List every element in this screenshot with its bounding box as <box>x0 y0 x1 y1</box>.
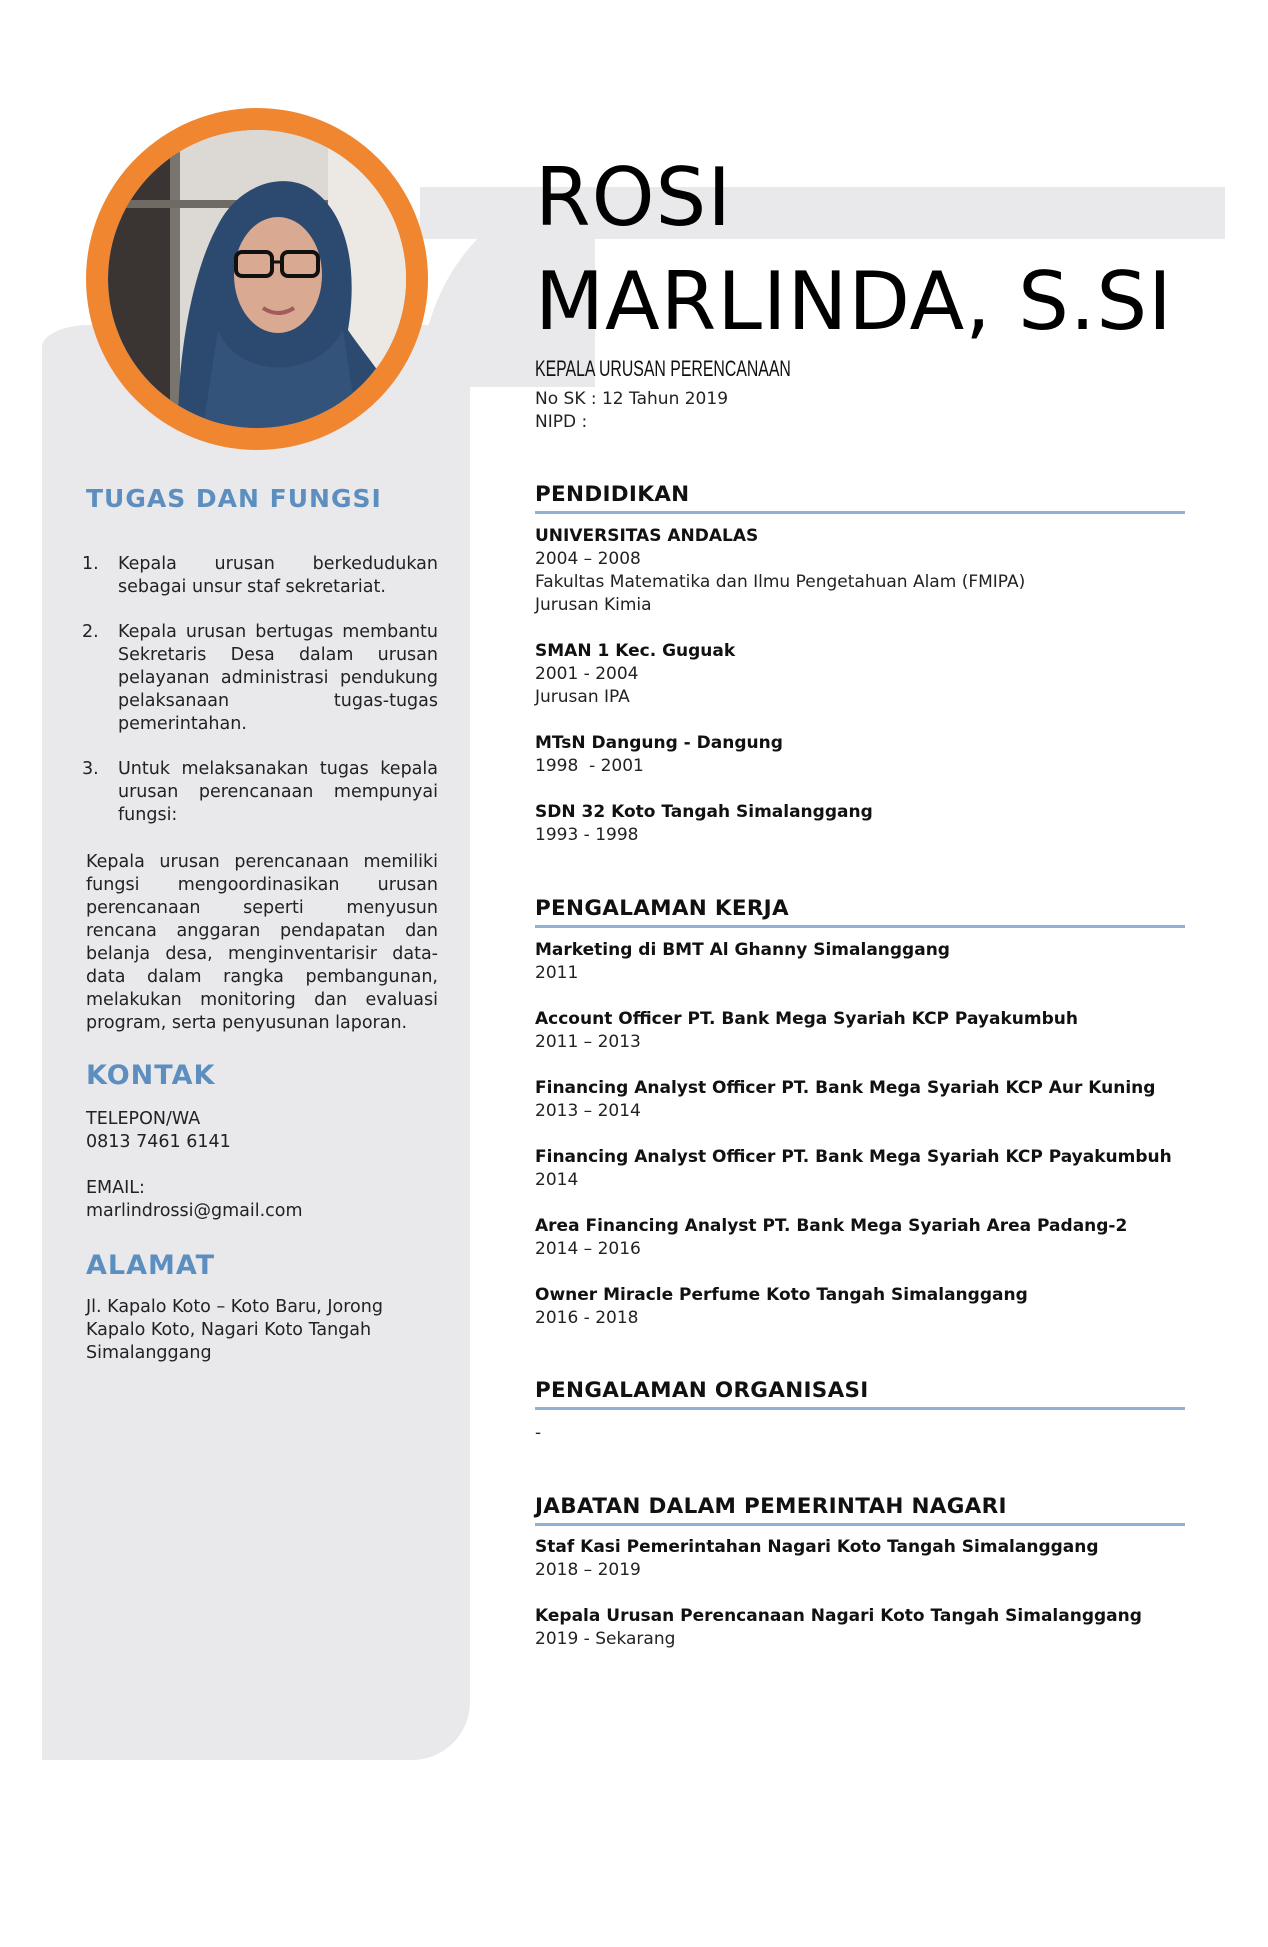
tugas-item-number: 2. <box>82 622 99 642</box>
sidebar-panel <box>42 325 470 1760</box>
email-value: marlindrossi@gmail.com <box>86 1201 303 1221</box>
entry-item <box>535 1605 1185 1651</box>
profile-photo <box>108 130 406 428</box>
entry-title: Staf Kasi Pemerintahan Nagari Koto Tangah Simalanggang <box>535 1537 1099 1557</box>
entry-title: SMAN 1 Kec. Guguak <box>535 641 736 661</box>
entry-title: Marketing di BMT Al Ghanny Simalanggang <box>535 940 950 960</box>
tugas-item <box>80 553 438 599</box>
pengalaman-kerja-heading: PENGALAMAN KERJA <box>535 896 1185 928</box>
entry-detail: 2019 - Sekarang <box>535 1629 676 1649</box>
telepon-label: TELEPON/WA <box>86 1109 201 1129</box>
jabatan-heading: JABATAN DALAM PEMERINTAH NAGARI <box>535 1494 1185 1526</box>
tugas-item <box>80 621 438 736</box>
tugas-list <box>80 553 438 849</box>
tugas-item-number: 1. <box>82 554 99 574</box>
entry-detail: Jurusan Kimia <box>535 595 652 615</box>
entry-detail: 2014 – 2016 <box>535 1239 641 1259</box>
entry-title: Owner Miracle Perfume Koto Tangah Simalanggang <box>535 1285 1028 1305</box>
entry-title: MTsN Dangung - Dangung <box>535 733 783 753</box>
entry-detail: 2011 <box>535 963 579 983</box>
entry-item <box>535 1077 1185 1123</box>
alamat-text: Jl. Kapalo Koto – Koto Baru, Jorong Kapalo Koto, Nagari Koto Tangah Simalanggang <box>86 1297 383 1363</box>
pengalaman-kerja-list <box>535 939 1185 1353</box>
entry-detail: 1993 - 1998 <box>535 825 639 845</box>
tugas-item-number: 3. <box>82 759 99 779</box>
entry-title: Kepala Urusan Perencanaan Nagari Koto Tangah Simalanggang <box>535 1606 1142 1626</box>
entry-detail: 2018 – 2019 <box>535 1560 641 1580</box>
entry-title: Financing Analyst Officer PT. Bank Mega Syariah KCP Payakumbuh <box>535 1147 1172 1167</box>
entry-title: Financing Analyst Officer PT. Bank Mega Syariah KCP Aur Kuning <box>535 1078 1156 1098</box>
entry-item <box>535 525 1185 617</box>
entry-title: UNIVERSITAS ANDALAS <box>535 526 759 546</box>
tugas-item-text: Untuk melaksanakan tugas kepala urusan perencanaan mempunyai fungsi: <box>118 759 438 825</box>
entry-detail: 2001 - 2004 <box>535 664 639 684</box>
jabatan-list <box>535 1536 1185 1674</box>
tugas-item-text: Kepala urusan berkedudukan sebagai unsur staf sekretariat. <box>118 554 438 597</box>
entry-detail: Fakultas Matematika dan Ilmu Pengetahuan Alam (FMIPA) <box>535 572 1026 592</box>
entry-item <box>535 1284 1185 1330</box>
pendidikan-list <box>535 525 1185 870</box>
entry-item <box>535 801 1185 847</box>
pengalaman-organisasi-text: - <box>535 1423 542 1443</box>
entry-item <box>535 939 1185 985</box>
entry-detail: 2016 - 2018 <box>535 1308 639 1328</box>
sk-number: No SK : 12 Tahun 2019 <box>535 389 729 409</box>
pendidikan-heading: PENDIDIKAN <box>535 482 1185 514</box>
entry-item <box>535 732 1185 778</box>
tugas-item <box>80 758 438 827</box>
entry-detail: 2014 <box>535 1170 579 1190</box>
pengalaman-organisasi-heading: PENGALAMAN ORGANISASI <box>535 1378 1185 1410</box>
telepon-value: 0813 7461 6141 <box>86 1132 231 1152</box>
entry-item <box>535 640 1185 709</box>
profile-photo-ring <box>86 108 428 450</box>
entry-title: SDN 32 Koto Tangah Simalanggang <box>535 802 873 822</box>
tugas-item-text: Kepala urusan bertugas membantu Sekretaris Desa dalam urusan pelayanan administrasi pendukung pelaksanaan tugas-tugas pemerintahan. <box>118 622 438 734</box>
entry-item <box>535 1536 1185 1582</box>
entry-detail: 2011 – 2013 <box>535 1032 641 1052</box>
entry-item <box>535 1008 1185 1054</box>
tugas-heading: TUGAS DAN FUNGSI <box>86 484 382 513</box>
tugas-paragraph: Kepala urusan perencanaan memiliki fungsi mengoordinasikan urusan perencanaan seperti menyusun rencana anggaran pendapatan dan belanja desa, menginventarisir data-data dalam rangka pembangunan, melakukan monitoring dan evaluasi program, serta penyusunan laporan. <box>86 852 438 1033</box>
entry-item <box>535 1146 1185 1192</box>
email-label: EMAIL: <box>86 1178 145 1198</box>
entry-title: Area Financing Analyst PT. Bank Mega Syariah Area Padang-2 <box>535 1216 1128 1236</box>
alamat-heading: ALAMAT <box>86 1250 216 1281</box>
job-title: KEPALA URUSAN PERENCANAAN <box>535 356 791 381</box>
entry-item <box>535 1215 1185 1261</box>
nipd: NIPD : <box>535 412 588 432</box>
kontak-heading: KONTAK <box>86 1060 216 1091</box>
name-first-line: ROSI <box>535 151 732 244</box>
entry-title: Account Officer PT. Bank Mega Syariah KCP Payakumbuh <box>535 1009 1078 1029</box>
entry-detail: Jurusan IPA <box>535 687 630 707</box>
name-second-line: MARLINDA, S.SI <box>535 255 1173 348</box>
entry-detail: 2013 – 2014 <box>535 1101 641 1121</box>
entry-detail: 2004 – 2008 <box>535 549 641 569</box>
entry-detail: 1998 - 2001 <box>535 756 644 776</box>
